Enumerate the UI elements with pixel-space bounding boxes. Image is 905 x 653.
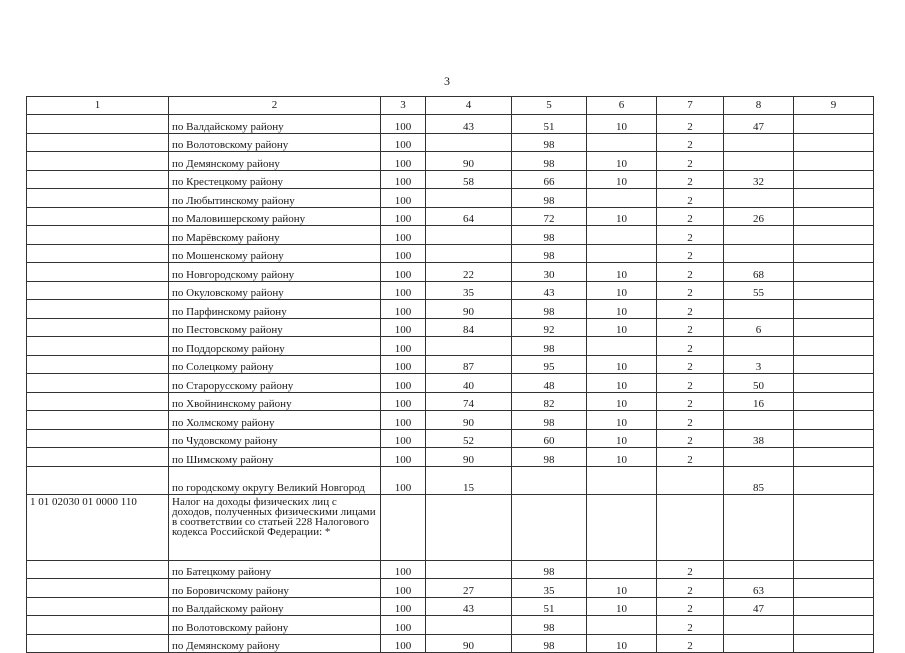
cell-col-4: 58 xyxy=(426,170,512,189)
cell-name: Налог на доходы физических лиц с доходов, полученных физическими лицами в соответствии со статьей 228 Налогового кодекса Российской Федерации: * xyxy=(169,494,381,560)
table-row xyxy=(27,281,874,300)
cell-col-7: 2 xyxy=(657,597,724,616)
cell-name: по Демянскому району xyxy=(169,152,381,171)
cell-col-9 xyxy=(794,392,874,411)
cell-name: по Волотовскому району xyxy=(169,616,381,635)
cell-col-7: 2 xyxy=(657,244,724,263)
cell-name: по Солецкому району xyxy=(169,355,381,374)
cell-col-5: 35 xyxy=(512,579,587,598)
cell-col-7: 2 xyxy=(657,392,724,411)
cell-col-9 xyxy=(794,411,874,430)
cell-col-8: 55 xyxy=(724,281,794,300)
cell-col-4: 64 xyxy=(426,207,512,226)
cell-col-5: 98 xyxy=(512,411,587,430)
cell-col-9 xyxy=(794,133,874,152)
column-header: 1 xyxy=(27,97,169,115)
cell-col-4: 90 xyxy=(426,152,512,171)
cell-col-7: 2 xyxy=(657,189,724,208)
cell-col-7 xyxy=(657,494,724,560)
cell-col-4: 27 xyxy=(426,579,512,598)
cell-col-6: 10 xyxy=(587,170,657,189)
cell-col-5: 72 xyxy=(512,207,587,226)
cell-col-3: 100 xyxy=(381,115,426,134)
cell-name: по Окуловскому району xyxy=(169,281,381,300)
table-row xyxy=(27,226,874,245)
cell-col-6: 10 xyxy=(587,448,657,467)
cell-col-8: 50 xyxy=(724,374,794,393)
cell-name: по Старорусскому району xyxy=(169,374,381,393)
cell-col-3: 100 xyxy=(381,355,426,374)
cell-name: по Батецкому району xyxy=(169,560,381,579)
table-row xyxy=(27,318,874,337)
cell-col-4: 43 xyxy=(426,597,512,616)
table-row xyxy=(27,133,874,152)
cell-col-3: 100 xyxy=(381,226,426,245)
cell-col-4: 90 xyxy=(426,448,512,467)
cell-col-8 xyxy=(724,133,794,152)
cell-code xyxy=(27,392,169,411)
cell-col-4: 40 xyxy=(426,374,512,393)
cell-col-5: 98 xyxy=(512,189,587,208)
cell-col-8: 32 xyxy=(724,170,794,189)
cell-col-4: 74 xyxy=(426,392,512,411)
cell-col-5: 98 xyxy=(512,152,587,171)
cell-col-7: 2 xyxy=(657,429,724,448)
cell-col-6: 10 xyxy=(587,263,657,282)
cell-col-4: 90 xyxy=(426,411,512,430)
cell-col-7: 2 xyxy=(657,616,724,635)
cell-col-8: 63 xyxy=(724,579,794,598)
table-row xyxy=(27,411,874,430)
cell-name: по Боровичскому району xyxy=(169,579,381,598)
cell-code xyxy=(27,263,169,282)
cell-col-7: 2 xyxy=(657,152,724,171)
cell-name: по Любытинскому району xyxy=(169,189,381,208)
cell-col-6: 10 xyxy=(587,374,657,393)
column-header: 2 xyxy=(169,97,381,115)
cell-col-3 xyxy=(381,494,426,560)
cell-col-4: 22 xyxy=(426,263,512,282)
cell-col-4 xyxy=(426,133,512,152)
cell-code xyxy=(27,170,169,189)
cell-col-8 xyxy=(724,226,794,245)
cell-col-9 xyxy=(794,281,874,300)
cell-col-6: 10 xyxy=(587,597,657,616)
cell-col-3: 100 xyxy=(381,189,426,208)
cell-code xyxy=(27,429,169,448)
cell-col-7: 2 xyxy=(657,133,724,152)
cell-col-7: 2 xyxy=(657,579,724,598)
cell-col-4 xyxy=(426,494,512,560)
cell-col-6: 10 xyxy=(587,355,657,374)
cell-col-7: 2 xyxy=(657,634,724,653)
cell-col-7: 2 xyxy=(657,448,724,467)
cell-col-3: 100 xyxy=(381,616,426,635)
table-row xyxy=(27,374,874,393)
cell-col-4: 90 xyxy=(426,300,512,319)
cell-col-4: 52 xyxy=(426,429,512,448)
cell-col-7: 2 xyxy=(657,263,724,282)
cell-col-5: 98 xyxy=(512,560,587,579)
table-row xyxy=(27,392,874,411)
cell-col-9 xyxy=(794,466,874,494)
cell-col-3: 100 xyxy=(381,152,426,171)
cell-col-5: 60 xyxy=(512,429,587,448)
cell-code xyxy=(27,448,169,467)
cell-name: по Холмскому району xyxy=(169,411,381,430)
cell-col-8: 6 xyxy=(724,318,794,337)
cell-col-9 xyxy=(794,189,874,208)
cell-col-5: 43 xyxy=(512,281,587,300)
cell-col-8 xyxy=(724,448,794,467)
cell-col-6: 10 xyxy=(587,429,657,448)
cell-col-6: 10 xyxy=(587,281,657,300)
cell-col-6: 10 xyxy=(587,392,657,411)
cell-col-5: 30 xyxy=(512,263,587,282)
table-row xyxy=(27,616,874,635)
cell-code xyxy=(27,226,169,245)
cell-col-4 xyxy=(426,560,512,579)
cell-col-5: 98 xyxy=(512,244,587,263)
cell-col-8 xyxy=(724,494,794,560)
cell-col-3: 100 xyxy=(381,133,426,152)
column-header: 7 xyxy=(657,97,724,115)
cell-name: по Волотовскому району xyxy=(169,133,381,152)
cell-col-9 xyxy=(794,448,874,467)
cell-col-3: 100 xyxy=(381,448,426,467)
cell-code xyxy=(27,466,169,494)
cell-col-5: 98 xyxy=(512,448,587,467)
cell-col-5: 66 xyxy=(512,170,587,189)
cell-col-8 xyxy=(724,337,794,356)
cell-col-3: 100 xyxy=(381,244,426,263)
cell-col-9 xyxy=(794,579,874,598)
column-header: 3 xyxy=(381,97,426,115)
table-row xyxy=(27,207,874,226)
cell-col-6 xyxy=(587,466,657,494)
table-row xyxy=(27,355,874,374)
table-row xyxy=(27,170,874,189)
cell-col-6 xyxy=(587,226,657,245)
cell-name: по Чудовскому району xyxy=(169,429,381,448)
cell-col-9 xyxy=(794,337,874,356)
cell-col-5: 92 xyxy=(512,318,587,337)
cell-code xyxy=(27,560,169,579)
cell-col-4 xyxy=(426,189,512,208)
cell-col-9 xyxy=(794,244,874,263)
cell-col-3: 100 xyxy=(381,170,426,189)
cell-col-8 xyxy=(724,634,794,653)
revenue-distribution-table xyxy=(26,96,874,653)
cell-col-7: 2 xyxy=(657,281,724,300)
cell-col-5: 51 xyxy=(512,115,587,134)
table-row xyxy=(27,494,874,560)
cell-col-6: 10 xyxy=(587,115,657,134)
cell-col-3: 100 xyxy=(381,429,426,448)
cell-code xyxy=(27,411,169,430)
table-header-row xyxy=(27,97,874,115)
cell-col-5: 82 xyxy=(512,392,587,411)
table-row xyxy=(27,152,874,171)
column-header: 4 xyxy=(426,97,512,115)
cell-col-5: 48 xyxy=(512,374,587,393)
cell-name: по Новгородскому району xyxy=(169,263,381,282)
cell-name: по Поддорскому району xyxy=(169,337,381,356)
cell-col-9 xyxy=(794,115,874,134)
cell-col-9 xyxy=(794,226,874,245)
cell-col-6 xyxy=(587,133,657,152)
cell-col-4 xyxy=(426,244,512,263)
cell-code xyxy=(27,579,169,598)
cell-col-7: 2 xyxy=(657,300,724,319)
cell-col-9 xyxy=(794,263,874,282)
cell-col-8 xyxy=(724,152,794,171)
table-row xyxy=(27,448,874,467)
cell-col-9 xyxy=(794,429,874,448)
cell-col-6: 10 xyxy=(587,411,657,430)
cell-col-4 xyxy=(426,616,512,635)
cell-col-7: 2 xyxy=(657,207,724,226)
cell-col-8 xyxy=(724,616,794,635)
table-row xyxy=(27,337,874,356)
cell-col-9 xyxy=(794,300,874,319)
cell-code xyxy=(27,597,169,616)
cell-col-7: 2 xyxy=(657,374,724,393)
cell-col-9 xyxy=(794,494,874,560)
cell-code xyxy=(27,133,169,152)
table-row xyxy=(27,560,874,579)
cell-col-9 xyxy=(794,374,874,393)
cell-name: по Хвойнинскому району xyxy=(169,392,381,411)
table-row xyxy=(27,263,874,282)
cell-col-5 xyxy=(512,494,587,560)
page-number: 3 xyxy=(444,74,450,88)
cell-col-6 xyxy=(587,337,657,356)
cell-code: 1 01 02030 01 0000 110 xyxy=(27,494,169,560)
cell-col-3: 100 xyxy=(381,411,426,430)
cell-col-3: 100 xyxy=(381,634,426,653)
table-row xyxy=(27,300,874,319)
cell-col-3: 100 xyxy=(381,579,426,598)
cell-col-3: 100 xyxy=(381,263,426,282)
cell-col-5: 98 xyxy=(512,226,587,245)
cell-col-7: 2 xyxy=(657,170,724,189)
cell-col-9 xyxy=(794,207,874,226)
cell-name: по Шимскому району xyxy=(169,448,381,467)
cell-col-3: 100 xyxy=(381,466,426,494)
cell-col-5: 51 xyxy=(512,597,587,616)
cell-col-6 xyxy=(587,560,657,579)
cell-col-5 xyxy=(512,466,587,494)
column-header: 8 xyxy=(724,97,794,115)
cell-col-8 xyxy=(724,189,794,208)
cell-code xyxy=(27,355,169,374)
column-header: 9 xyxy=(794,97,874,115)
cell-name: по Пестовскому району xyxy=(169,318,381,337)
cell-col-6 xyxy=(587,494,657,560)
cell-col-6: 10 xyxy=(587,634,657,653)
cell-col-9 xyxy=(794,634,874,653)
cell-col-4: 35 xyxy=(426,281,512,300)
cell-col-8: 47 xyxy=(724,597,794,616)
cell-col-9 xyxy=(794,170,874,189)
cell-col-5: 98 xyxy=(512,634,587,653)
cell-col-9 xyxy=(794,560,874,579)
cell-col-5: 98 xyxy=(512,616,587,635)
cell-code xyxy=(27,300,169,319)
cell-col-7: 2 xyxy=(657,318,724,337)
cell-name: по Демянскому району xyxy=(169,634,381,653)
table-row xyxy=(27,244,874,263)
cell-code xyxy=(27,152,169,171)
cell-col-5: 98 xyxy=(512,337,587,356)
cell-code xyxy=(27,189,169,208)
table-row xyxy=(27,466,874,494)
cell-name: по Крестецкому району xyxy=(169,170,381,189)
cell-col-7: 2 xyxy=(657,115,724,134)
cell-name: по Валдайскому району xyxy=(169,115,381,134)
table-row xyxy=(27,429,874,448)
cell-code xyxy=(27,207,169,226)
cell-col-7: 2 xyxy=(657,560,724,579)
cell-col-3: 100 xyxy=(381,281,426,300)
cell-col-3: 100 xyxy=(381,318,426,337)
cell-col-4 xyxy=(426,337,512,356)
cell-col-9 xyxy=(794,318,874,337)
cell-col-3: 100 xyxy=(381,207,426,226)
cell-col-3: 100 xyxy=(381,337,426,356)
cell-col-8: 16 xyxy=(724,392,794,411)
table-row xyxy=(27,189,874,208)
cell-name: по Валдайскому району xyxy=(169,597,381,616)
cell-col-4: 87 xyxy=(426,355,512,374)
cell-col-9 xyxy=(794,616,874,635)
cell-name: по Марёвскому району xyxy=(169,226,381,245)
cell-col-4: 43 xyxy=(426,115,512,134)
cell-col-3: 100 xyxy=(381,374,426,393)
cell-col-6: 10 xyxy=(587,579,657,598)
table-row xyxy=(27,597,874,616)
cell-col-9 xyxy=(794,597,874,616)
table-row xyxy=(27,634,874,653)
cell-col-6: 10 xyxy=(587,300,657,319)
cell-col-4: 90 xyxy=(426,634,512,653)
cell-col-3: 100 xyxy=(381,560,426,579)
cell-col-4 xyxy=(426,226,512,245)
cell-col-8: 47 xyxy=(724,115,794,134)
column-header: 5 xyxy=(512,97,587,115)
cell-col-4: 84 xyxy=(426,318,512,337)
cell-name: по Маловишерскому району xyxy=(169,207,381,226)
cell-col-7: 2 xyxy=(657,355,724,374)
cell-col-5: 98 xyxy=(512,300,587,319)
cell-col-7: 2 xyxy=(657,337,724,356)
cell-col-8 xyxy=(724,560,794,579)
cell-col-3: 100 xyxy=(381,300,426,319)
cell-col-6: 10 xyxy=(587,152,657,171)
cell-code xyxy=(27,634,169,653)
cell-name: по Мошенскому району xyxy=(169,244,381,263)
cell-col-6 xyxy=(587,244,657,263)
cell-col-8 xyxy=(724,300,794,319)
cell-col-9 xyxy=(794,152,874,171)
cell-col-6 xyxy=(587,616,657,635)
cell-col-6 xyxy=(587,189,657,208)
cell-col-3: 100 xyxy=(381,392,426,411)
cell-code xyxy=(27,374,169,393)
cell-col-8 xyxy=(724,244,794,263)
cell-col-6: 10 xyxy=(587,318,657,337)
cell-code xyxy=(27,337,169,356)
cell-col-6: 10 xyxy=(587,207,657,226)
cell-col-7 xyxy=(657,466,724,494)
cell-col-4: 15 xyxy=(426,466,512,494)
cell-col-8: 68 xyxy=(724,263,794,282)
cell-col-8: 26 xyxy=(724,207,794,226)
cell-code xyxy=(27,115,169,134)
cell-code xyxy=(27,616,169,635)
cell-code xyxy=(27,244,169,263)
cell-col-9 xyxy=(794,355,874,374)
table-row xyxy=(27,115,874,134)
cell-name: по Парфинскому району xyxy=(169,300,381,319)
cell-col-8: 38 xyxy=(724,429,794,448)
cell-code xyxy=(27,318,169,337)
cell-col-8: 3 xyxy=(724,355,794,374)
column-header: 6 xyxy=(587,97,657,115)
cell-col-7: 2 xyxy=(657,411,724,430)
cell-col-8: 85 xyxy=(724,466,794,494)
cell-name: по городскому округу Великий Новгород xyxy=(169,466,381,494)
cell-col-3: 100 xyxy=(381,597,426,616)
cell-code xyxy=(27,281,169,300)
cell-col-8 xyxy=(724,411,794,430)
table-row xyxy=(27,579,874,598)
cell-col-5: 98 xyxy=(512,133,587,152)
cell-col-7: 2 xyxy=(657,226,724,245)
cell-col-5: 95 xyxy=(512,355,587,374)
